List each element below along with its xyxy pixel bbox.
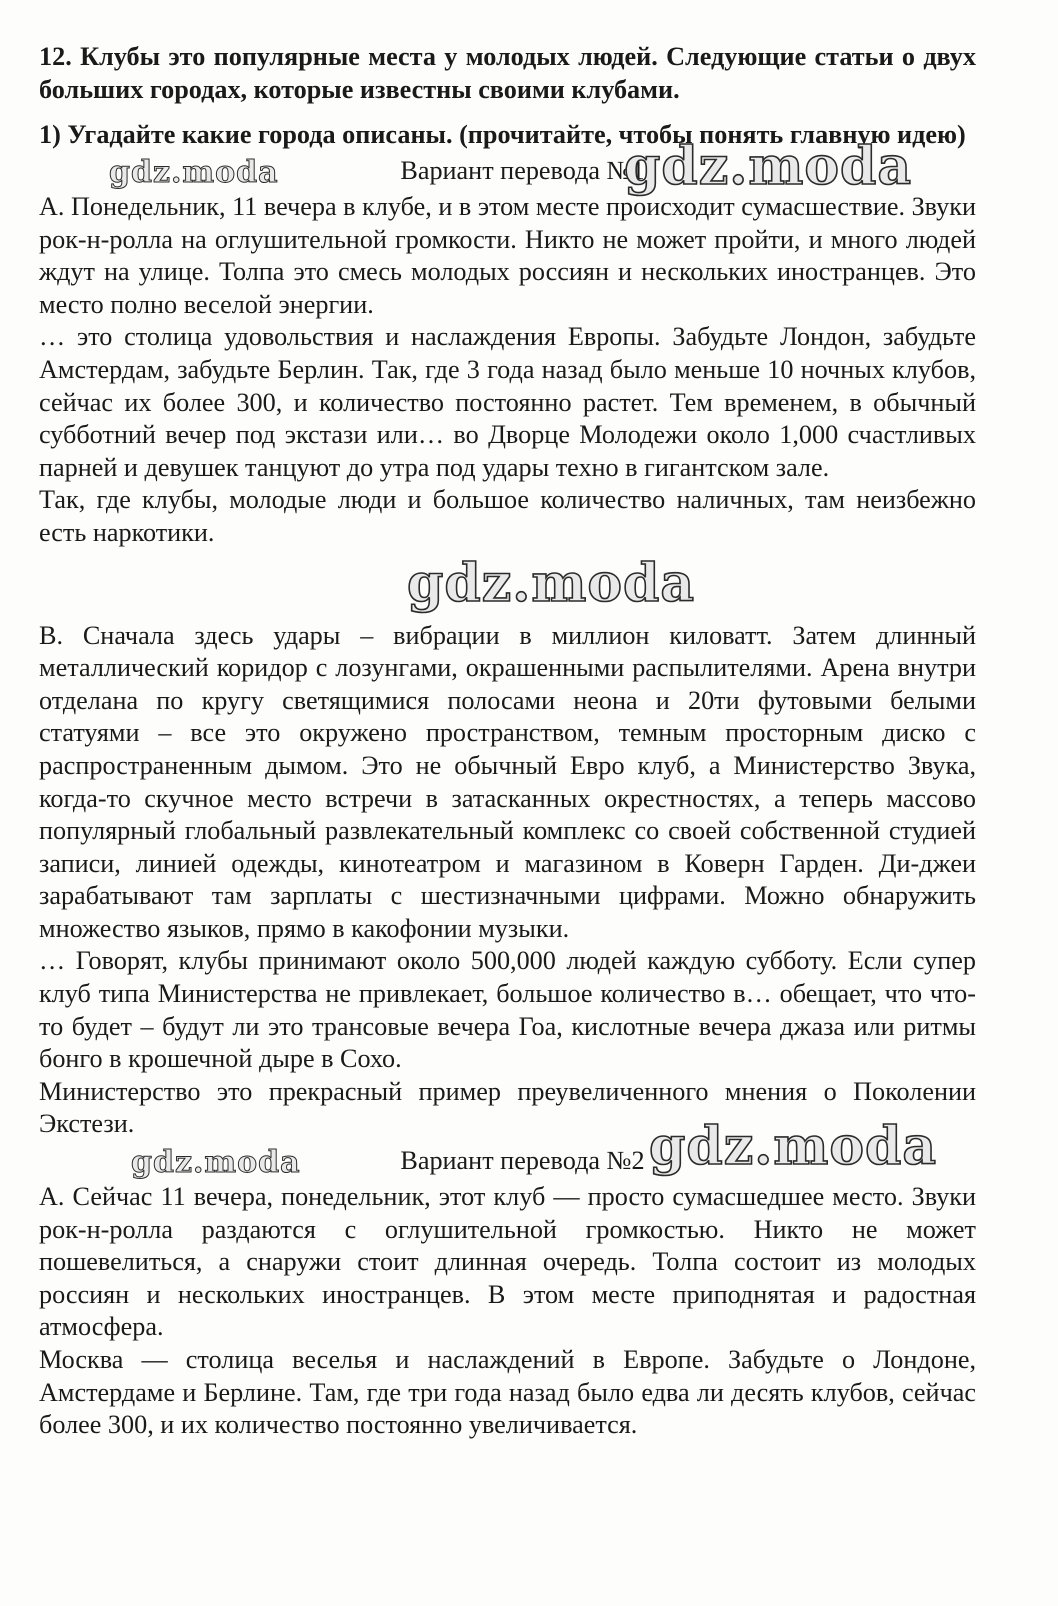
variant2-paragraph-a: А. Сейчас 11 вечера, понедельник, этот клуб — просто сумасшедшее место. Звуки рок-н-ролла раздаются с оглушительной громкостью. Никто не может пошевелиться, а снаружи стоит длинная очередь. Толпа состоит из молодых россиян и нескольких иностранцев. В этом месте приподнятая и радостная атмосфера. — [39, 1182, 976, 1342]
watermark-logo: gdz.moda — [624, 136, 913, 197]
variant1-header — [39, 136, 976, 197]
task-instruction: 1) Угадайте какие города описаны. (прочитайте, чтобы понять главную идею) — [39, 120, 966, 149]
variant1-paragraph-a3: Так, где клубы, молодые люди и большое количество наличных, там неизбежно есть наркотики. — [39, 485, 976, 547]
watermark-logo: gdz.moda — [407, 552, 696, 614]
variant1-label: Вариант перевода №1 — [400, 156, 645, 185]
watermark-logo: gdz.moda — [649, 1116, 938, 1178]
variant1-paragraph-b3: Министерство это прекрасный пример преувеличенного мнения о Поколении Экстези. — [39, 1076, 976, 1139]
task-title: 12. Клубы это популярные места у молодых людей. Следующие статьи о двух больших городах, которые известны своими клубами. — [39, 42, 976, 104]
watermark-row — [39, 550, 976, 620]
variant1-paragraph-a2: … это столица удовольствия и наслаждения Европы. Забудьте Лондон, забудьте Амстердам, забудьте Берлин. Так, где 3 года назад было меньше 10 ночных клубов, сейчас их более 300, и количество постоянно растет. Тем временем, в обычный субботний вечер под экстази или… во Дворце Молодежи около 1,000 счастливых парней и девушек танцуют до утра под удары техно в гигантском зале. — [39, 322, 976, 482]
variant2-label: Вариант перевода №2 — [400, 1146, 645, 1176]
variant2-header — [39, 1116, 976, 1181]
variant1-paragraph-b: В. Сначала здесь удары – вибрации в миллион киловатт. Затем длинный металлический коридор с лозунгами, окрашенными распылителями. Арена внутри отделана по кругу светящимися полосами неона и 20ти футовыми белыми статуями – все это окружено пространством, темным просторным диско с распространенным дымом. Это не обычный Евро клуб, а Министерство Звука, когда-то скучное место встречи в затасканных окрестностях, а теперь массово популярный глобальный развлекательный комплекс со своей собственной студией записи, линией одежды, кинотеатром и магазином в Коверн Гарден. Ди-джеи зарабатывают там зарплаты с шестизначными цифрами. Можно обнаружить множество языков, прямо в какофонии музыки. — [39, 620, 976, 943]
variant1-paragraph-b2: … Говорят, клубы принимают около 500,000 людей каждую субботу. Если супер клуб типа Министерства не привлекает, большое количество в… обещает, что что-то будет – будут ли это трансовые вечера Гоа, кислотные вечера джаза или ритмы бонго в крошечной дыре в Сохо. — [39, 946, 976, 1074]
watermark-logo: gdz.moda — [109, 155, 279, 190]
watermark-logo: gdz.moda — [131, 1145, 301, 1181]
variant1-paragraph-a: А. Понедельник, 11 вечера в клубе, и в этом месте происходит сумасшествие. Звуки рок-н-ролла на оглушительной громкости. Никто не может пройти, и много людей ждут на улице. Толпа это смесь молодых россиян и нескольких иностранцев. Это место полно веселой энергии. — [39, 192, 976, 319]
variant2-paragraph-a2: Москва — столица веселья и наслаждений в Европе. Забудьте о Лондоне, Амстердаме и Берлине. Там, где три года назад было едва ли десять клубов, сейчас более 300, и их количество постоянно увеличивается. — [39, 1345, 976, 1440]
